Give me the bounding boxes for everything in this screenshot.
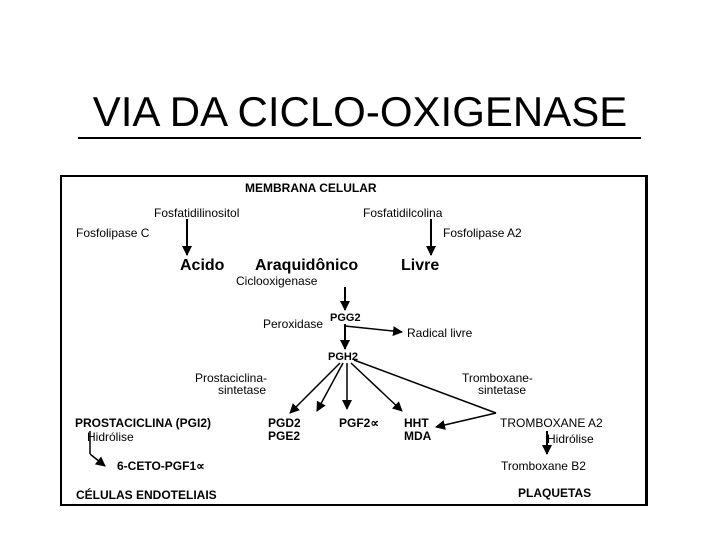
label-membrana: MEMBRANA CELULAR xyxy=(245,181,377,195)
label-hidrolise-right: Hidrólise xyxy=(547,432,594,446)
label-radical-livre: Radical livre xyxy=(407,326,473,340)
label-araquidonico: Araquidônico xyxy=(255,257,359,274)
label-mda: MDA xyxy=(404,429,432,443)
title-underline xyxy=(78,137,641,139)
label-prostaciclina-sintetase-1: Prostaciclina- xyxy=(195,371,268,385)
label-ceto-pgf1: 6-CETO-PGF1∝ xyxy=(117,459,205,473)
label-fosfolipase-c: Fosfolipase C xyxy=(76,226,150,240)
label-prostaciclina-sintetase-2: sintetase xyxy=(218,383,267,397)
arrow-peroxidase-radical xyxy=(345,326,402,332)
label-pgh2: PGH2 xyxy=(328,351,358,363)
arrow-tromboxane-hht xyxy=(436,413,496,427)
label-pgd2: PGD2 xyxy=(268,416,301,430)
label-tromboxane-sintetase-2: sintetase xyxy=(478,383,527,397)
label-fosfatidilinositol: Fosfatidilinositol xyxy=(154,206,240,220)
arrow-pgi2-ceto-h xyxy=(90,454,105,466)
pathway-diagram xyxy=(62,177,645,504)
pathway-figure xyxy=(60,175,648,506)
label-livre: Livre xyxy=(401,257,440,274)
label-peroxidase: Peroxidase xyxy=(263,317,324,331)
label-plaquetas: PLAQUETAS xyxy=(518,486,592,500)
label-celulas-endoteliais: CÉLULAS ENDOTELIAIS xyxy=(76,488,217,502)
label-tromboxane-a2: TROMBOXANE A2 xyxy=(500,416,603,430)
label-tromboxane-b2: Tromboxane B2 xyxy=(501,459,586,473)
arrow-pgh2-pgd2 xyxy=(317,363,343,411)
slide-title: VIA DA CICLO-OXIGENASE xyxy=(92,88,628,135)
label-fosfolipase-a2: Fosfolipase A2 xyxy=(443,226,522,240)
label-prostaciclina-pgi2: PROSTACICLINA (PGI2) xyxy=(75,416,212,430)
arrow-pgh2-pgi2 xyxy=(290,363,340,413)
label-ciclooxigenase: Ciclooxigenase xyxy=(236,274,318,288)
label-pgf2a: PGF2∝ xyxy=(339,416,379,430)
label-tromboxane-sintetase-1: Tromboxane- xyxy=(462,371,533,385)
label-fosfatidilcolina: Fosfatidilcolina xyxy=(363,206,443,220)
arrow-pgh2-hht xyxy=(351,363,402,411)
label-pge2: PGE2 xyxy=(268,429,301,443)
label-hht: HHT xyxy=(404,416,429,430)
label-acido: Acido xyxy=(180,257,225,274)
label-hidrolise-left: Hidrólise xyxy=(87,430,134,444)
label-pgg2: PGG2 xyxy=(330,312,361,324)
